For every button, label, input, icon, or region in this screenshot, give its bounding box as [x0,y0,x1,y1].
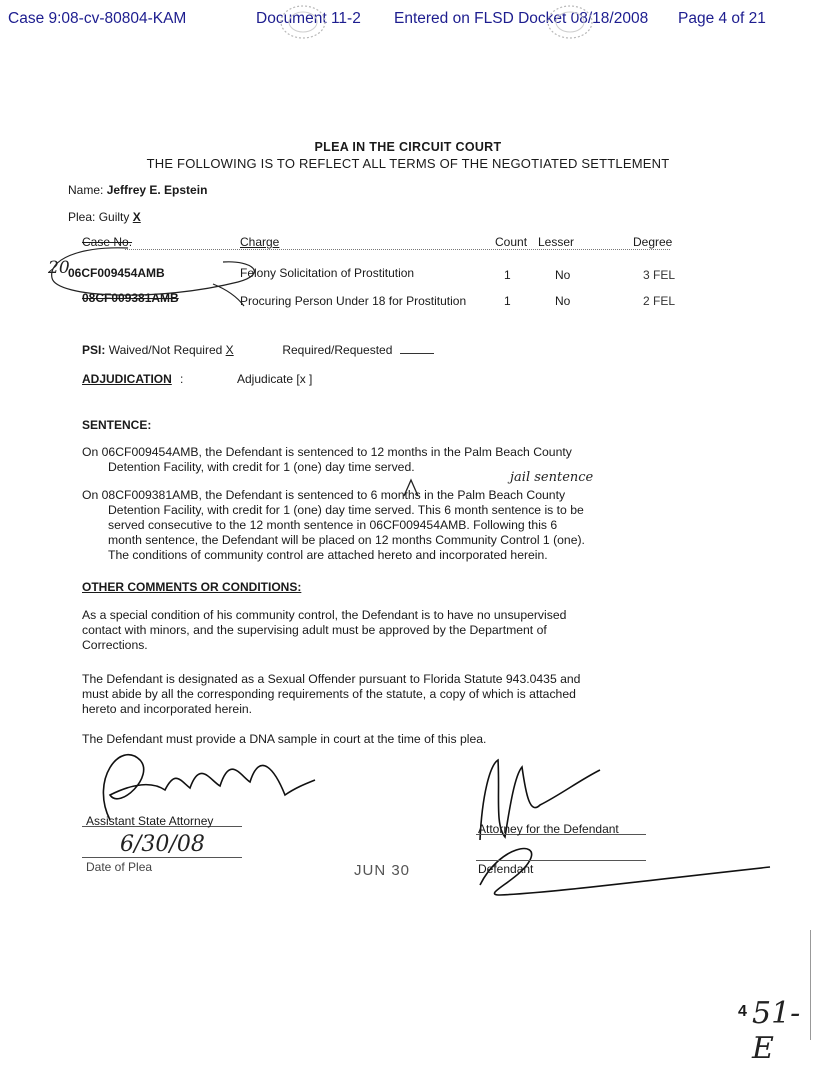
psi-required-blank [400,353,434,354]
adjudication-colon: : [180,372,184,386]
row2-lesser: No [555,294,571,308]
header-degree: Degree [633,235,673,249]
psi-required-label: Required/Requested [282,343,393,357]
adjudication-label: ADJUDICATION [82,372,172,386]
seal-watermark-right [525,0,615,44]
other-para3-line1: The Defendant must provide a DNA sample in court at the time of this plea. [82,732,487,746]
document-title: PLEA IN THE CIRCUIT COURT [314,140,502,154]
filing-case-number: Case 9:08-cv-80804-KAM [8,10,187,27]
adjudication-value: Adjudicate [x ] [237,372,313,386]
row1-count: 1 [504,268,511,282]
plea-row [68,210,141,224]
sentence-para2-line2: Detention Facility, with credit for 1 (one) day time served. This 6 month sentence is to be [108,503,584,517]
sentence-para1-line2: Detention Facility, with credit for 1 (one) day time served. [108,460,415,474]
header-case-no: Case No. [82,235,133,249]
defendant-name: Jeffrey E. Epstein [106,183,208,197]
row1-degree: 3 FEL [643,268,676,282]
page-edge-mark [810,930,811,1040]
filing-docket-entry: Entered on FLSD Docket 08/18/2008 [394,10,649,27]
asa-label: Assistant State Attorney [86,814,214,828]
received-stamp-date: JUN 30 [354,862,411,879]
seal-watermark-left [258,0,348,44]
header-charge: Charge [240,235,280,249]
row1-lesser: No [555,268,571,282]
row1-case-no: 06CF009454AMB [68,266,165,280]
attorney-for-defendant-label: Attorney for the Defendant [478,822,619,836]
handwritten-oval-mark [38,240,298,320]
psi-waived-label: Waived/Not Required [108,343,223,357]
filing-page-number: Page 4 of 21 [678,10,766,27]
other-para2-line3: hereto and incorporated herein. [82,702,253,716]
row1-charge: Felony Solicitation of Prostitution [240,266,415,280]
filing-document-number: Document 11-2 [256,10,361,27]
sentence-para2-line3: served consecutive to the 12 month sentence in 06CF009454AMB. Following this 6 [108,518,558,532]
other-para1-line3: Corrections. [82,638,148,652]
plea-value: Guilty [98,210,130,224]
date-line [82,857,242,858]
date-of-plea-label: Date of Plea [86,860,153,874]
sentence-para2-line4: month sentence, the Defendant will be placed on 12 months Community Control 1 (one). [108,533,585,547]
other-para2-line2: must abide by all the corresponding requirements of the statute, a copy of which is attached [82,687,576,701]
header-lesser: Lesser [538,235,575,249]
margin-note-number: 20 [48,258,70,278]
other-para1-line1: As a special condition of his community control, the Defendant is to have no unsupervised [82,608,567,622]
row2-count: 1 [504,294,511,308]
psi-label: PSI: [82,343,106,357]
handwritten-exhibit-number: 51-E [752,996,801,1066]
sentence-heading: SENTENCE: [82,418,152,432]
plea-date-handwritten: 6/30/08 [120,832,205,857]
plea-label: Plea: [68,210,96,224]
other-para1-line2: contact with minors, and the supervising adult must be approved by the Department of [82,623,547,637]
defendant-label: Defendant [478,862,534,876]
header-count: Count [495,235,528,249]
sentence-para2-line1: On 08CF009381AMB, the Defendant is sentenced to 6 months in the Palm Beach County [82,488,566,502]
name-row [68,183,207,197]
defendant-signature-line [476,860,646,861]
plea-mark: X [132,210,141,224]
row2-degree: 2 FEL [643,294,676,308]
footer-page-number: 4 [738,1003,747,1020]
sentence-para2-line5: The conditions of community control are attached hereto and incorporated herein. [108,548,548,562]
sentence-para1-line1: On 06CF009454AMB, the Defendant is sentenced to 12 months in the Palm Beach County [82,445,572,459]
other-para2-line1: The Defendant is designated as a Sexual Offender pursuant to Florida Statute 943.0435 and [82,672,581,686]
name-label: Name: [68,183,104,197]
other-comments-heading: OTHER COMMENTS OR CONDITIONS: [82,580,302,594]
psi-row [82,343,434,357]
row2-case-no: 08CF009381AMB [82,291,179,305]
row2-charge: Procuring Person Under 18 for Prostitution [240,294,467,308]
handwritten-jail-sentence-note: jail sentence [510,470,594,485]
document-subtitle: THE FOLLOWING IS TO REFLECT ALL TERMS OF THE NEGOTIATED SETTLEMENT [146,156,670,171]
psi-waived-mark: X [225,343,234,357]
